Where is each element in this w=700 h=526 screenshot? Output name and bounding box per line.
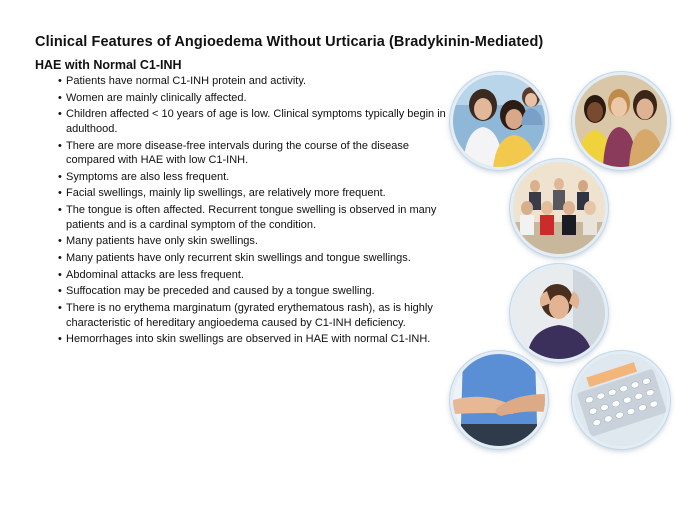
bullet-item: • Symptoms are also less frequent.	[58, 170, 453, 185]
bullet-item: • There are more disease-free intervals during the course of the disease compared with HAE with low C1-INH.	[58, 139, 453, 168]
bullet-item: • Suffocation may be preceded and caused by a tongue swelling.	[58, 284, 453, 299]
bullet-item: • The tongue is often affected. Recurrent tongue swelling is observed in many patients and is a cardinal symptom of the condition.	[58, 203, 453, 232]
slide-title: Clinical Features of Angioedema Without Urticaria (Bradykinin-Mediated)	[35, 34, 544, 50]
bullet-item: • Abdominal attacks are less frequent.	[58, 268, 453, 283]
women-group-photo-icon	[450, 72, 548, 170]
smiling-women-photo-icon	[572, 72, 670, 170]
bullet-item: • Facial swellings, mainly lip swellings, are relatively more frequent.	[58, 186, 453, 201]
section-subtitle: HAE with Normal C1-INH	[35, 58, 182, 72]
bullet-item: • Patients have normal C1-INH protein and activity.	[58, 74, 453, 89]
bullet-item: • Hemorrhages into skin swellings are observed in HAE with normal C1-INH.	[58, 332, 453, 347]
bullet-item: • There is no erythema marginatum (gyrated erythematous rash), as is highly characteristic of hereditary angioedema caused by C1-INH deficiency.	[58, 301, 453, 330]
abdominal-pain-photo-icon	[450, 351, 548, 449]
feature-bullet-list	[58, 74, 453, 349]
bullet-item: • Many patients have only skin swellings.	[58, 234, 453, 249]
seated-group-photo-icon	[510, 159, 608, 257]
bullet-item: • Women are mainly clinically affected.	[58, 91, 453, 106]
bullet-item: • Many patients have only recurrent skin swellings and tongue swellings.	[58, 251, 453, 266]
pill-blister-pack-photo-icon	[572, 351, 670, 449]
bullet-item: • Children affected < 10 years of age is low. Clinical symptoms typically begin in adulthood.	[58, 107, 453, 136]
woman-headache-photo-icon	[510, 264, 608, 362]
